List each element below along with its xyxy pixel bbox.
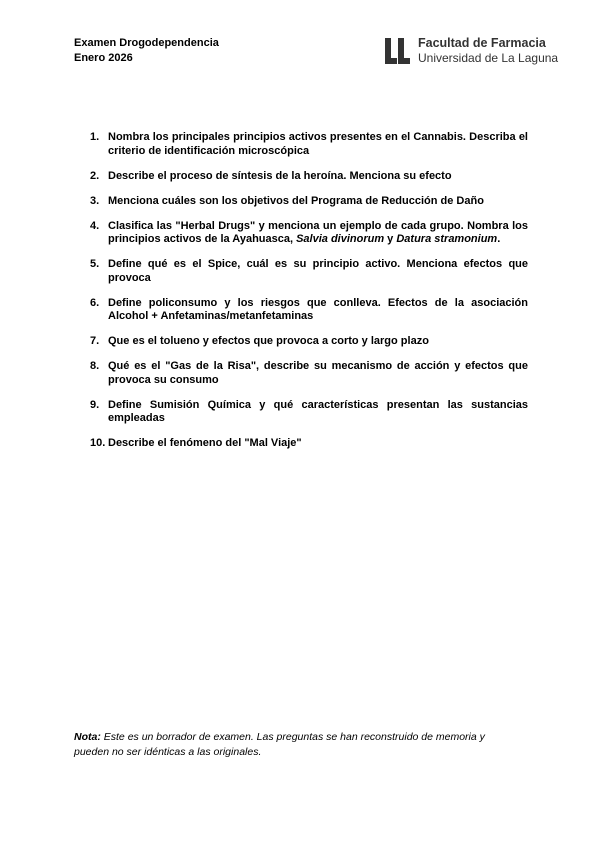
question-text: Define qué es el Spice, cuál es su principio activo. Menciona efectos que provoca <box>108 258 528 284</box>
question-text: Menciona cuáles son los objetivos del Programa de Reducción de Daño <box>108 194 484 207</box>
species-name: Salvia divinorum <box>296 233 385 245</box>
logo-university-name: Universidad de La Laguna <box>418 51 559 65</box>
question-number: 4. <box>90 219 100 232</box>
exam-header <box>74 36 219 65</box>
question-number: 1. <box>90 131 100 143</box>
question-text: Qué es el "Gas de la Risa", describe su mecanismo de acción y efectos que provoca su consumo <box>108 360 528 386</box>
question-text: Describe el fenómeno del "Mal Viaje" <box>108 437 302 449</box>
footnote-text: Este es un borrador de examen. Las preguntas se han reconstruido de memoria y pueden no ser idénticas a las originales. <box>74 731 485 758</box>
question-number: 10. <box>90 437 106 449</box>
question-number: 5. <box>90 258 100 270</box>
question-item <box>90 170 528 184</box>
faculty-logo-icon <box>382 36 412 66</box>
question-number: 2. <box>90 169 100 182</box>
question-item <box>90 437 528 451</box>
question-item <box>90 399 528 426</box>
faculty-logo <box>382 36 558 66</box>
question-item <box>90 335 528 349</box>
question-text: Define Sumisión Química y qué características presentan las sustancias empleadas <box>108 398 528 424</box>
question-item <box>90 195 528 209</box>
question-number: 9. <box>90 398 100 411</box>
question-text: Nombra los principales principios activos presentes en el Cannabis. Describa el criterio de identificación microscópica <box>108 131 528 157</box>
question-number: 8. <box>90 360 100 372</box>
logo-faculty-name: Facultad de Farmacia <box>418 36 546 50</box>
footnote <box>74 730 514 760</box>
question-number: 7. <box>90 335 100 347</box>
question-number: 3. <box>90 194 100 207</box>
footnote-label: Nota: <box>74 731 101 743</box>
question-text: Clasifica las "Herbal Drugs" y menciona un ejemplo de cada grupo. Nombra los principios activos de la Ayahuasca, Salvia divinorum y Datura stramonium. <box>108 219 528 245</box>
question-text: Describe el proceso de síntesis de la heroína. Menciona su efecto <box>108 169 452 182</box>
exam-title: Examen Drogodependencia <box>74 37 219 49</box>
question-text: Que es el tolueno y efectos que provoca a corto y largo plazo <box>108 335 429 347</box>
question-item <box>90 220 528 247</box>
question-number: 6. <box>90 296 100 309</box>
question-item <box>90 360 528 387</box>
question-item <box>90 258 528 285</box>
question-text: Define policonsumo y los riesgos que conlleva. Efectos de la asociación Alcohol + Anfetaminas/metanfetaminas <box>108 296 528 322</box>
species-name: Datura stramonium <box>396 233 498 245</box>
question-list <box>90 131 528 462</box>
question-item <box>90 131 528 158</box>
exam-date: Enero 2026 <box>74 51 133 64</box>
question-item <box>90 297 528 324</box>
